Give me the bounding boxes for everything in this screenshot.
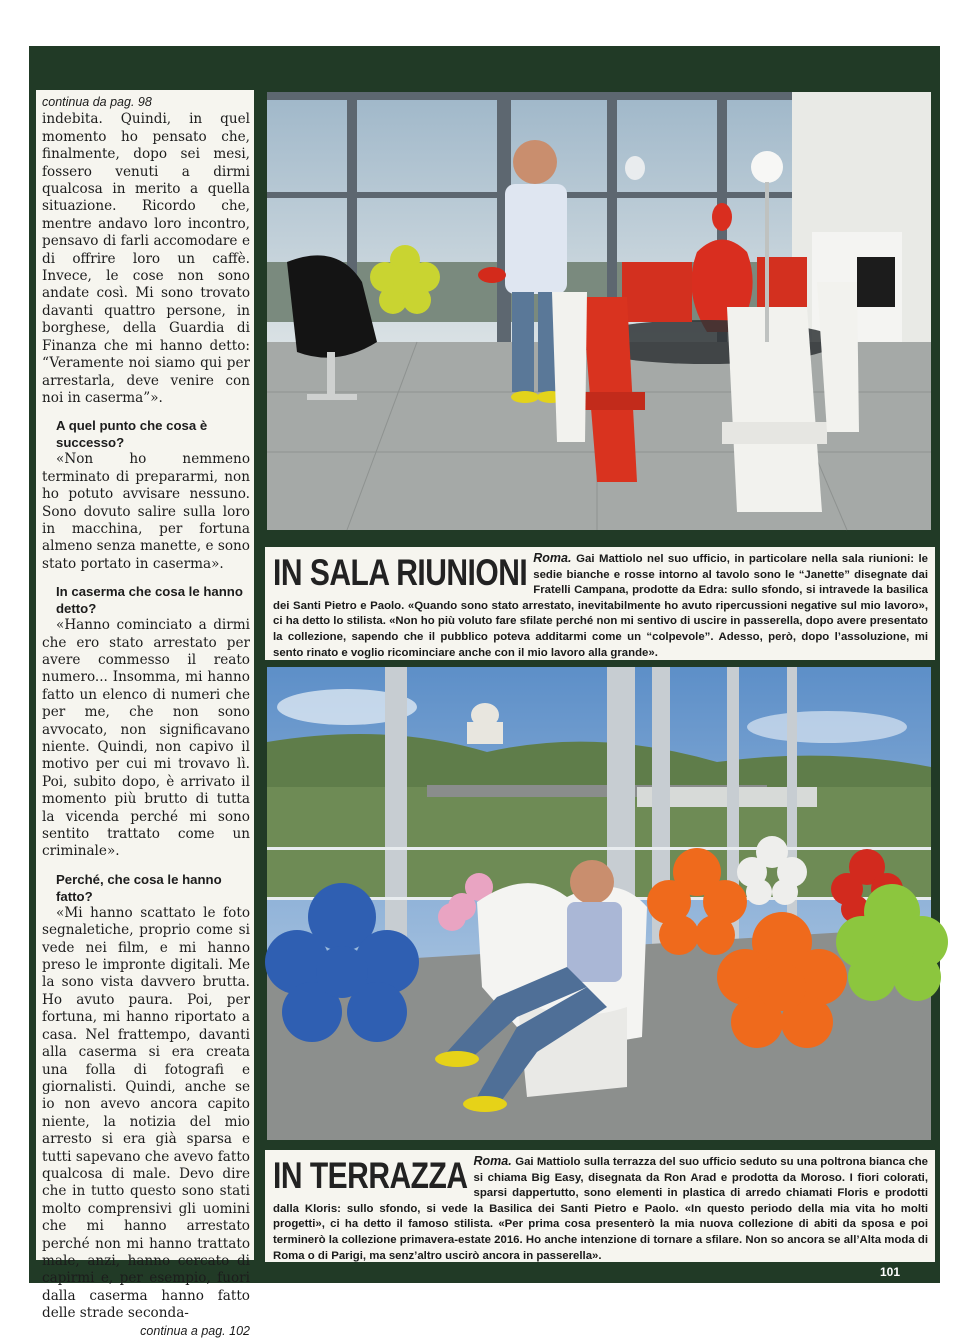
caption-text-1: Gai Mattiolo nel suo ufficio, in particolare nella sala riunioni: le sedie bianche e rosse intorno al tavolo sono le “Janette” disegnate dai Fratelli Campana, prodotte da Edra: sullo sfondo, si intravede la basilica dei Santi Pietro e Paolo. «Quando sono stato arrestato, inevitabilmente ho avuto ripercussioni negative sul mio lavoro», ci ha detto lo stilista. «Non ho più voluto fare sfilate perché non mi sentivo di uscire in passerella, dopo avere presentato la collezione, sapendo che il pubblico poteva additarmi come un “colpevole”. Adesso, però, dopo l’assoluzione, mi sento rinato e voglio ricominciare anche con il mio lavoro alla grande». — [273, 553, 928, 659]
caption-title-terrazza: IN TERRAZZA — [273, 1155, 468, 1197]
intro-paragraph: indebita. Quindi, in quel momento ho pensato che, finalmente, dopo sei mesi, fossero venuti a dirmi qualcosa in merito a quella situazione. Ricordo che, mentre andavo loro incontro, pensavo di farli accomodare e di offrire loro un caffè. Invece, le cose non sono andate così. Mi sono trovato davanti quattro persone, in borghese, della Guardia di Finanza che mi hanno detto: “Veramente noi siamo qui per arrestarla, deve venire con noi in caserma”». — [42, 111, 250, 406]
terrace-caption — [265, 1150, 935, 1262]
caption-title-sala-riunioni: IN SALA RIUNIONI — [273, 552, 528, 594]
meeting-room-photo — [267, 92, 931, 530]
continued-to-note: continua a pag. 102 — [140, 1323, 250, 1338]
article-text-column — [36, 90, 254, 1338]
meeting-room-illustration — [267, 92, 931, 530]
terrace-photo — [267, 667, 931, 1140]
meeting-room-caption — [265, 547, 935, 660]
answer-1: «Non ho nemmeno terminato di prepararmi, non ho potuto avvisare nessuno. Sono dovuto salire sulla loro in macchina, per fortuna almeno senza manette, e sono stato portato in caserma». — [42, 451, 250, 572]
terrace-illustration — [267, 667, 931, 1140]
page-number: 101 — [880, 1265, 901, 1279]
question-2: In caserma che cosa le hanno detto? — [56, 584, 243, 617]
continued-from-note: continua da pag. 98 — [42, 95, 152, 109]
caption-city-1: Roma. — [533, 551, 577, 565]
question-1: A quel punto che cosa è successo? — [56, 418, 208, 451]
caption-city-2: Roma. — [473, 1154, 516, 1168]
question-3: Perché, che cosa le hanno fatto? — [56, 871, 222, 904]
answer-3: «Mi hanno scattato le foto segnaletiche, proprio come si vede nei film, e mi hanno preso le impronte digitali. Me la sono vista davvero brutta. Ho avuto paura. Poi, per fortuna, mi hanno riportato a casa. Nel frattempo, davanti alla caserma si era creata una folla di fotografi e giornalisti. Quindi, anche se io non avevo ancora capito niente, la notizia del mio arresto si era già sparsa e tutti sapevano che avevo fatto qualcosa di male. Devo dire che in tutto questo sono stati molto comprensivi gli uomini che mi hanno arrestato perché non mi hanno trattato male, anzi, hanno cercato di capirmi e, per esempio, fuori dalla caserma hanno fatto delle strade seconda- — [42, 904, 250, 1322]
caption-text-2: Gai Mattiolo sulla terrazza del suo ufficio seduto su una poltrona bianca che si chiama Big Easy, disegnata da Ron Arad e prodotta da Moroso. I fiori colorati, sparsi dappertutto, sono elementi in plastica di arredo chiamati Floris e prodotti dalla Kloris: sullo sfondo, si vede la Basilica dei Santi Pietro e Paolo. «In questo periodo della mia vita ho molti progetti», ci ha detto il famoso stilista. «Per prima cosa presenterò la mia nuova collezione di abiti da sposa e poi terminerò la collezione primavera-estate 2016. Ho anche intenzione di tornare a sfilare. Non so ancora se all’Alta moda di Roma o di Parigi, ma senz’altro uscirò ancora in passerella». — [273, 1156, 928, 1262]
answer-2: «Hanno cominciato a dirmi che ero stato arrestato per avere commesso il reato numero... Insomma, mi hanno fatto un elenco di numeri che per me, che non sono avvocato, non significavano niente. Quindi, non capivo il motivo per cui mi trovavo lì. Poi, subito dopo, è arrivato il momento più brutto di tutta la vicenda perché mi sono sentito trattato come un criminale». — [42, 617, 250, 860]
